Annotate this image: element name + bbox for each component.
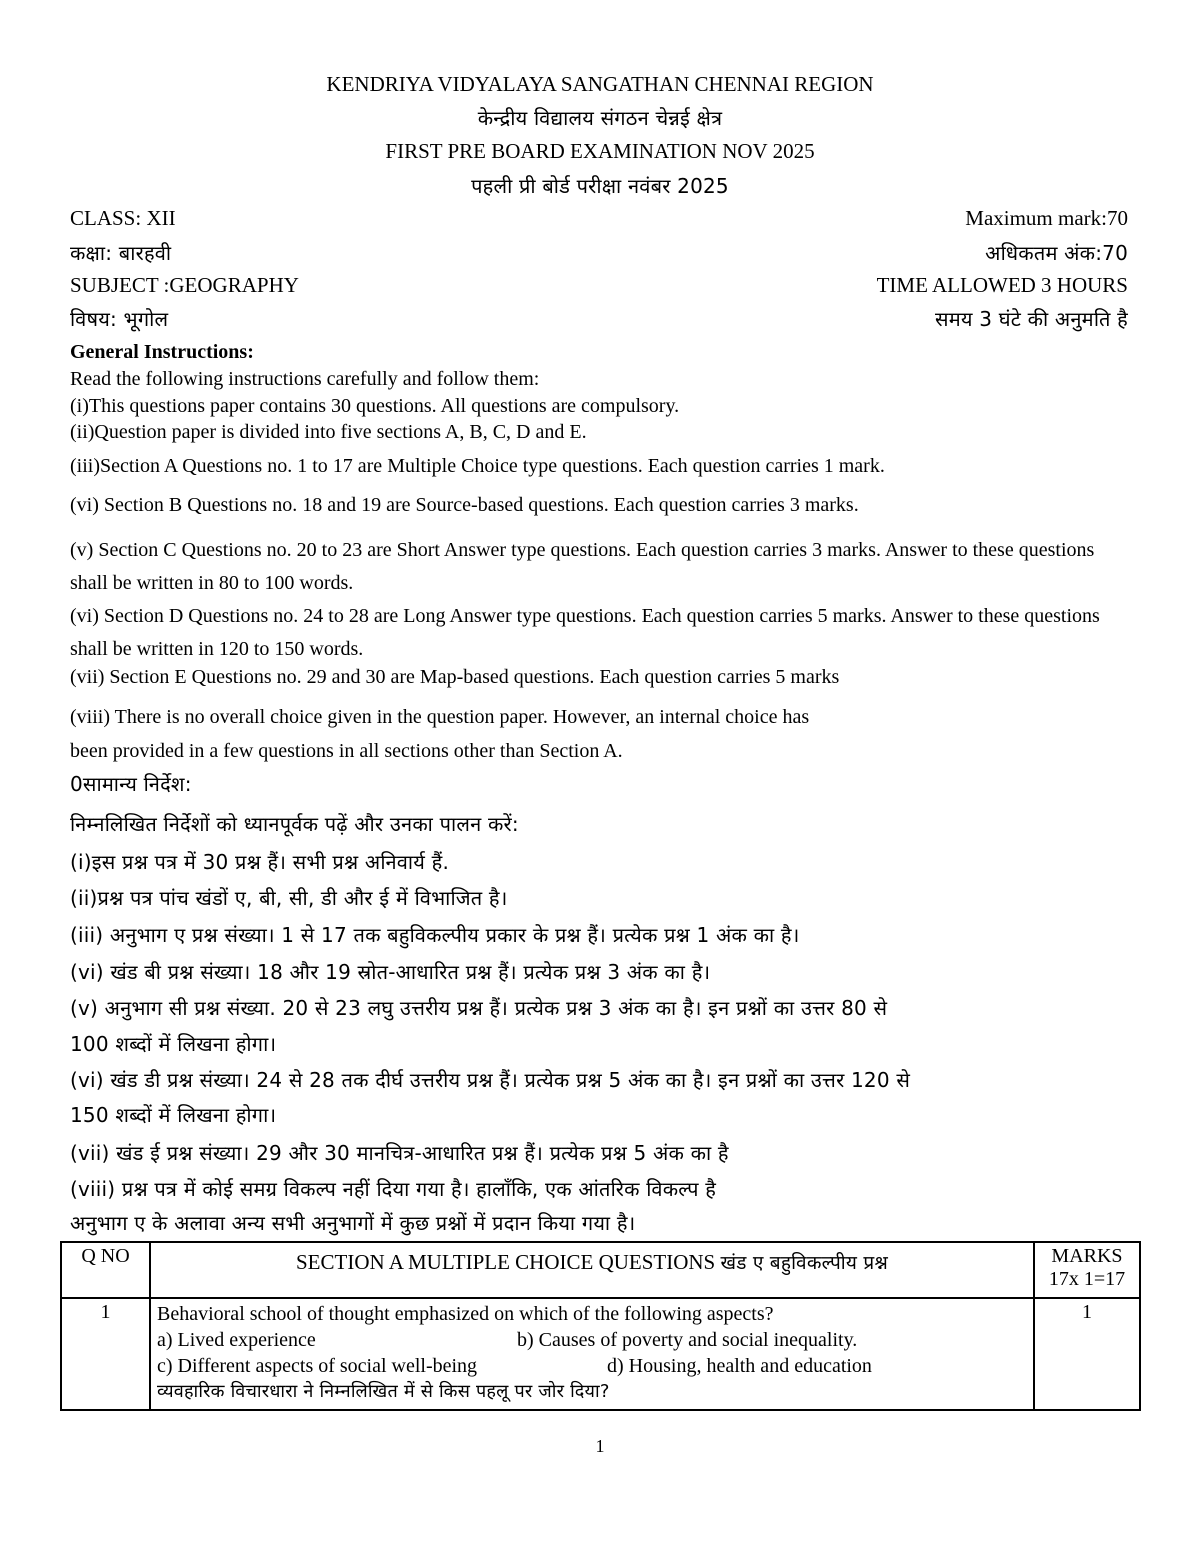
class-label-en: CLASS: XII [70,206,176,230]
instruction-en-viii-b: been provided in a few questions in all sections other than Section A. [70,740,623,762]
time-allowed-hi: समय 3 घंटे की अनुमति है [935,307,1128,331]
table-row [61,1298,1140,1410]
instruction-hi-v-a: (v) अनुभाग सी प्रश्न संख्या. 20 से 23 लघु उत्तरीय प्रश्न हैं। प्रत्येक प्रश्न 3 अंक का है। इन प्रश्नों का उत्तर 80 से [70,996,888,1020]
class-row-hi [70,239,1128,266]
instruction-hi-iii: (iii) अनुभाग ए प्रश्न संख्या। 1 से 17 तक बहुविकल्पीय प्रकार के प्रश्न हैं। प्रत्येक प्रश्न 1 अंक का है। [70,923,800,947]
instruction-hi-viii-b: अनुभाग ए के अलावा अन्य सभी अनुभागों में कुछ प्रश्नों में प्रदान किया गया है। [70,1211,636,1235]
instruction-hi-ii: (ii)प्रश्न पत्र पांच खंडों ए, बी, सी, डी और ई में विभाजित है। [70,886,508,910]
header-qno: Q NO [61,1242,150,1298]
option-b: b) Causes of poverty and social inequality. [517,1329,858,1351]
instruction-en-vi: (vi) Section D Questions no. 24 to 28 are Long Answer type questions. Each question carries 5 marks. Answer to these questions shall be written in 120 to 150 words. [70,605,1100,660]
exam-title-hi: पहली प्री बोर्ड परीक्षा नवंबर 2025 [471,174,729,198]
subject-row-en [70,273,1128,298]
instruction-en-v: (v) Section C Questions no. 20 to 23 are Short Answer type questions. Each question carries 3 marks. Answer to these questions shall be written in 80 to 100 words. [70,539,1095,594]
instruction-hi-iv: (vi) खंड बी प्रश्न संख्या। 18 और 19 स्रोत-आधारित प्रश्न हैं। प्रत्येक प्रश्न 3 अंक का है। [70,960,711,984]
exam-title-en: FIRST PRE BOARD EXAMINATION NOV 2025 [385,139,815,163]
option-a: a) Lived experience [157,1329,316,1351]
header-section-en: SECTION A MULTIPLE CHOICE QUESTIONS [296,1250,716,1274]
instructions-intro-en: Read the following instructions carefully and follow them: [70,368,540,390]
options-row-ab [157,1327,1027,1353]
question-marks: 1 [1034,1298,1140,1410]
instruction-en-iii: (iii)Section A Questions no. 1 to 17 are Multiple Choice type questions. Each question carries 1 mark. [70,455,885,477]
question-text-hi: व्यवहारिक विचारधारा ने निम्नलिखित में से किस पहलू पर जोर दिया? [157,1381,610,1402]
instructions-intro-hi: निम्नलिखित निर्देशों को ध्यानपूर्वक पढ़ें और उनका पालन करें: [70,812,519,836]
instruction-en-ii: (ii)Question paper is divided into five sections A, B, C, D and E. [70,421,587,443]
page-number: 1 [595,1436,605,1456]
instruction-en-vii: (vii) Section E Questions no. 29 and 30 are Map-based questions. Each question carries 5 marks [70,666,840,688]
instructions-heading-hi: 0सामान्य निर्देश: [70,772,192,796]
instruction-hi-v-b: 100 शब्दों में लिखना होगा। [70,1032,277,1056]
time-allowed-en: TIME ALLOWED 3 HOURS [876,273,1128,297]
instructions-heading-en: General Instructions: [70,341,254,363]
instruction-en-i: (i)This questions paper contains 30 questions. All questions are compulsory. [70,395,680,417]
max-mark-hi: अधिकतम अंक:70 [985,241,1128,265]
class-row-en [70,206,1128,231]
header-marks [1034,1242,1140,1298]
instruction-en-iv: (vi) Section B Questions no. 18 and 19 are Source-based questions. Each question carries 3 marks. [70,494,859,516]
question-cell [150,1298,1034,1410]
subject-row-hi [70,305,1128,332]
option-d: d) Housing, health and education [607,1355,872,1377]
instruction-hi-vii: (vii) खंड ई प्रश्न संख्या। 29 और 30 मानचित्र-आधारित प्रश्न हैं। प्रत्येक प्रश्न 5 अंक का है [70,1141,729,1165]
subject-label-en: SUBJECT :GEOGRAPHY [70,273,299,297]
questions-table [60,1241,1141,1411]
class-label-hi: कक्षा: बारहवी [70,241,172,265]
question-number: 1 [61,1298,150,1410]
options-row-cd [157,1353,1027,1379]
header-marks-label: MARKS [1051,1245,1123,1267]
question-text-en: Behavioral school of thought emphasized on which of the following aspects? [157,1303,774,1325]
instruction-hi-vi-b: 150 शब्दों में लिखना होगा। [70,1103,277,1127]
instruction-en-viii-a: (viii) There is no overall choice given in the question paper. However, an internal choice has [70,706,810,728]
option-c: c) Different aspects of social well-being [157,1355,478,1377]
header-section [150,1242,1034,1298]
table-header-row [61,1242,1140,1298]
org-title-en: KENDRIYA VIDYALAYA SANGATHAN CHENNAI REGION [326,72,874,96]
subject-label-hi: विषय: भूगोल [70,307,169,331]
header-section-hi: खंड ए बहुविकल्पीय प्रश्न [720,1252,888,1274]
header-marks-total: 17x 1=17 [1048,1268,1126,1290]
org-title-hi: केन्द्रीय विद्यालय संगठन चेन्नई क्षेत्र [477,106,723,130]
instruction-hi-viii-a: (viii) प्रश्न पत्र में कोई समग्र विकल्प नहीं दिया गया है। हालाँकि, एक आंतरिक विकल्प है [70,1177,717,1201]
instruction-hi-vi-a: (vi) खंड डी प्रश्न संख्या। 24 से 28 तक दीर्घ उत्तरीय प्रश्न हैं। प्रत्येक प्रश्न 5 अंक का है। इन प्रश्नों का उत्तर 120 से [70,1068,911,1092]
max-mark-en: Maximum mark:70 [965,206,1128,230]
instruction-hi-i: (i)इस प्रश्न पत्र में 30 प्रश्न हैं। सभी प्रश्न अनिवार्य हैं. [70,850,450,874]
